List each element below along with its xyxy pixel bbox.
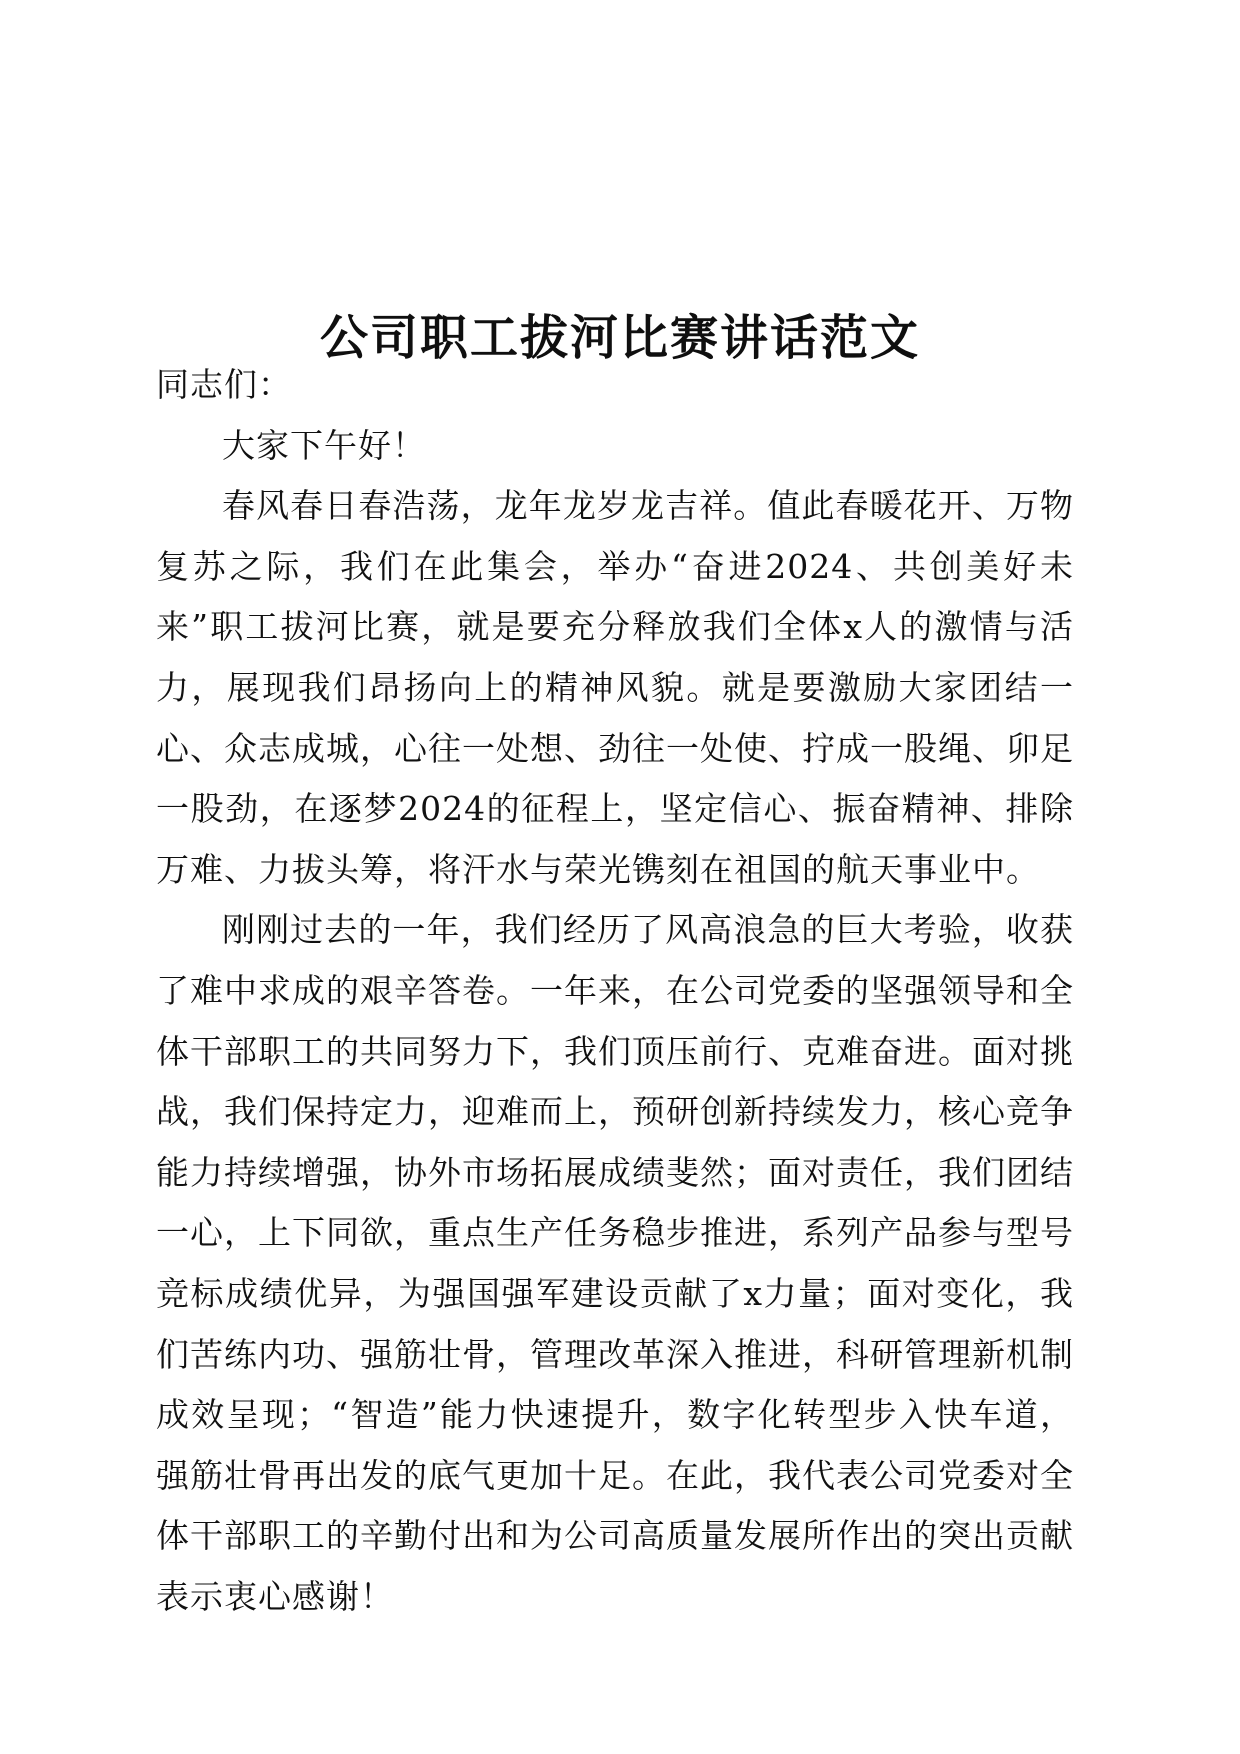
document-body xyxy=(156,355,1074,1627)
opening-paragraph: 春风春日春浩荡，龙年龙岁龙吉祥。值此春暖花开、万物复苏之际，我们在此集会，举办“奋进2024、共创美好未来”职工拔河比赛，就是要充分释放我们全体x人的激情与活力，展现我们昂扬向上的精神风貌。就是要激励大家团结一心、众志成城，心往一处想、劲往一处使、拧成一股绳、卯足一股劲，在逐梦2024的征程上，坚定信心、振奋精神、排除万难、力拔头筹，将汗水与荣光镌刻在祖国的航天事业中。 xyxy=(156,486,1074,889)
salutation: 同志们： xyxy=(156,365,292,404)
greeting-paragraph: 大家下午好！ xyxy=(222,425,426,465)
review-paragraph: 刚刚过去的一年，我们经历了风高浪急的巨大考验，收获了难中求成的艰辛答卷。一年来，在公司党委的坚强领导和全体干部职工的共同努力下，我们顶压前行、克难奋进。面对挑战，我们保持定力，迎难而上，预研创新持续发力，核心竞争能力持续增强，协外市场拓展成绩斐然；面对责任，我们团结一心，上下同欲，重点生产任务稳步推进，系列产品参与型号竞标成绩优异，为强国强军建设贡献了x力量；面对变化，我们苦练内功、强筋壮骨，管理改革深入推进，科研管理新机制成效呈现；“智造”能力快速提升，数字化转型步入快车道，强筋壮骨再出发的底气更加十足。在此，我代表公司党委对全体干部职工的辛勤付出和为公司高质量发展所作出的突出贡献表示衷心感谢！ xyxy=(156,910,1074,1616)
document-title: 公司职工拔河比赛讲话范文 xyxy=(319,310,920,367)
